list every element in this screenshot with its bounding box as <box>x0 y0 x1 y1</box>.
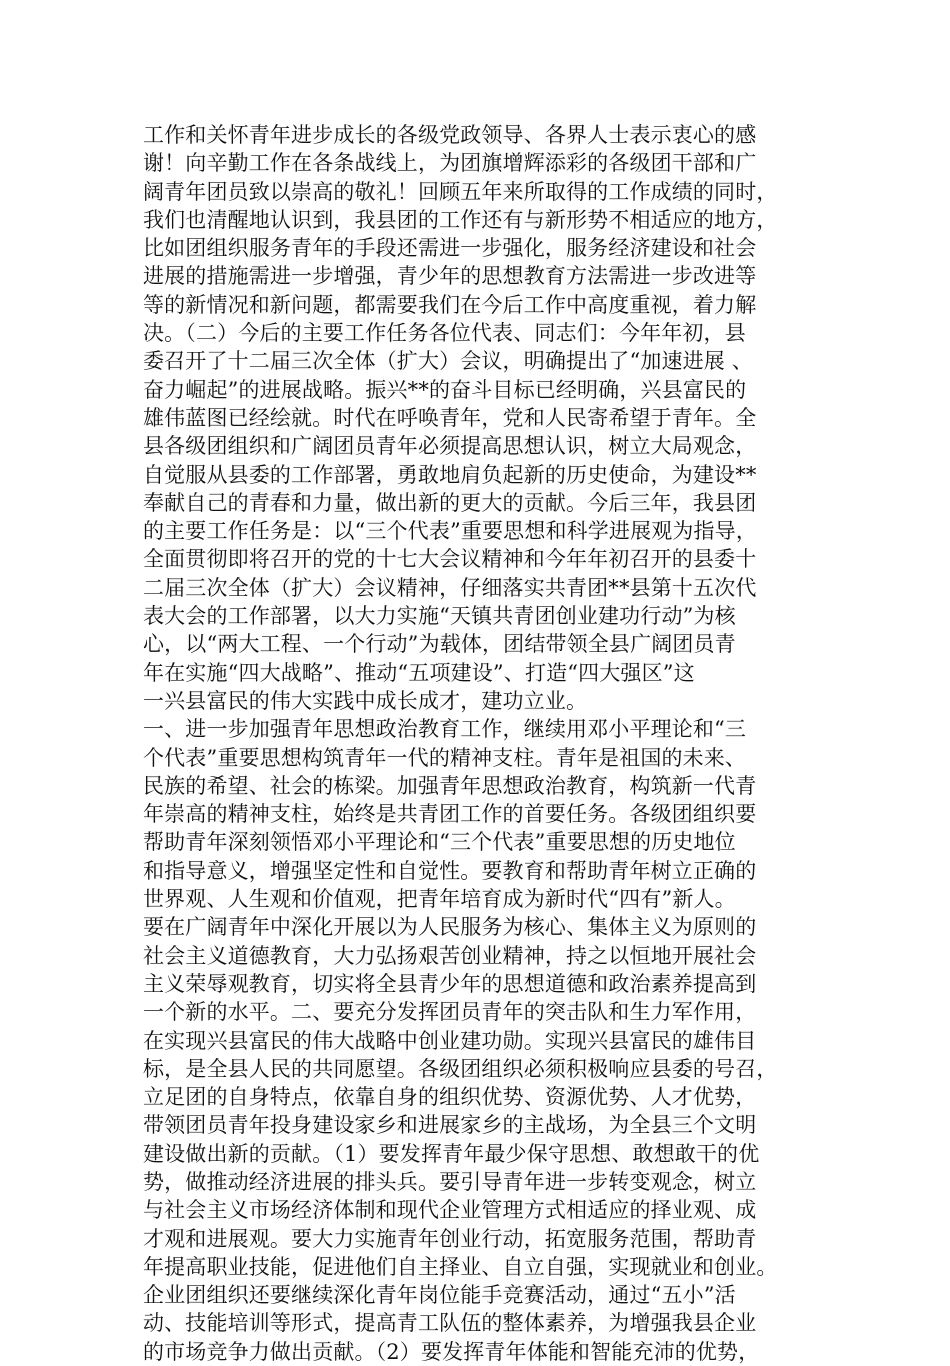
text-line: 二届三次全体（扩大）会议精神，仔细落实共青团**县第十五次代 <box>143 575 757 600</box>
text-line: 全面贯彻即将召开的党的十七大会议精神和今年年初召开的县委十 <box>143 547 757 572</box>
text-line: 阔青年团员致以崇高的敬礼！回顾五年来所取得的工作成绩的同时， <box>143 179 778 204</box>
text-line: 等的新情况和新问题，都需要我们在今后工作中高度重视，着力解 <box>143 292 757 317</box>
text-line: 和指导意义，增强坚定性和自觉性。要教育和帮助青年树立正确的 <box>143 858 757 883</box>
text-line: 要在广阔青年中深化开展以为人民服务为核心、集体主义为原则的 <box>143 915 757 940</box>
text-line: 一个新的水平。二、要充分发挥团员青年的突击队和生力军作用， <box>143 1000 757 1025</box>
text-line: 才观和进展观。要大力实施青年创业行动，拓宽服务范围，帮助青 <box>143 1226 757 1251</box>
text-line: 进展的措施需进一步增强，青少年的思想教育方法需进一步改进等 <box>143 264 757 289</box>
text-line: 主义荣辱观教育，切实将全县青少年的思想道德和政治素养提高到 <box>143 971 757 996</box>
text-line: 一兴县富民的伟大实践中成长成才，建功立业。 <box>143 688 588 713</box>
text-line: 的主要工作任务是：以“三个代表”重要思想和科学进展观为指导， <box>143 519 757 544</box>
text-line: 自觉服从县委的工作部署，勇敢地肩负起新的历史使命，为建设** <box>143 462 757 487</box>
text-line: 表大会的工作部署，以大力实施“天镇共青团创业建功行动”为核 <box>143 604 736 629</box>
text-line: 工作和关怀青年进步成长的各级党政领导、各界人士表示衷心的感 <box>143 123 757 147</box>
body-text <box>143 121 813 1366</box>
text-line: 奋力崛起”的进展战略。振兴**的奋斗目标已经明确，兴县富民的 <box>143 377 747 402</box>
text-line: 动、技能培训等形式，提高青工队伍的整体素养，为增强我县企业 <box>143 1311 757 1336</box>
text-line: 个代表”重要思想构筑青年一代的精神支柱。青年是祖国的未来、 <box>143 745 747 770</box>
text-line: 决。（二）今后的主要工作任务各位代表、同志们：今年年初，县 <box>143 321 746 346</box>
text-line: 带领团员青年投身建设家乡和进展家乡的主战场，为全县三个文明 <box>143 1113 757 1138</box>
text-line: 社会主义道德教育，大力弘扬艰苦创业精神，持之以恒地开展社会 <box>143 943 757 968</box>
text-line: 年崇高的精神支柱，始终是共青团工作的首要任务。各级团组织要 <box>143 802 757 827</box>
text-line: 奉献自己的青春和力量，做出新的更大的贡献。今后三年，我县团 <box>143 490 757 515</box>
text-line: 势，做推动经济进展的排头兵。要引导青年进一步转变观念，树立 <box>143 1169 757 1194</box>
text-line: 县各级团组织和广阔团员青年必须提高思想认识，树立大局观念， <box>143 434 757 459</box>
text-line: 标，是全县人民的共同愿望。各级团组织必须积极响应县委的号召， <box>143 1056 778 1081</box>
text-line: 民族的希望、社会的栋梁。加强青年思想政治教育，构筑新一代青 <box>143 773 757 798</box>
text-line: 我们也清醒地认识到，我县团的工作还有与新形势不相适应的地方， <box>143 207 778 232</box>
text-line: 委召开了十二届三次全体（扩大）会议，明确提出了“加速进展 、 <box>143 349 753 374</box>
text-line: 年提高职业技能，促进他们自主择业、自立自强，实现就业和创业。 <box>143 1254 778 1279</box>
text-line: 的市场竞争力做出贡献。（2）要发挥青年体能和智能充沛的优势， <box>143 1339 760 1364</box>
text-line: 谢！向辛勤工作在各条战线上，为团旗增辉添彩的各级团干部和广 <box>143 151 757 176</box>
text-line: 企业团组织还要继续深化青年岗位能手竞赛活动，通过“五小”活 <box>143 1283 736 1308</box>
text-line: 与社会主义市场经济体制和现代企业管理方式相适应的择业观、成 <box>143 1198 757 1223</box>
text-line: 年在实施“四大战略”、推动“五项建设”、打造“四大强区”这 <box>143 660 695 685</box>
text-line: 心，以“两大工程、一个行动”为载体，团结带领全县广阔团员青 <box>143 632 736 657</box>
text-line: 在实现兴县富民的伟大战略中创业建功勋。实现兴县富民的雄伟目 <box>143 1028 757 1053</box>
text-line: 帮助青年深刻领悟邓小平理论和“三个代表”重要思想的历史地位 <box>143 830 736 855</box>
text-line: 一、进一步加强青年思想政治教育工作，继续用邓小平理论和“三 <box>143 717 747 742</box>
text-line: 雄伟蓝图已经绘就。时代在呼唤青年，党和人民寄希望于青年。全 <box>143 405 757 430</box>
text-line: 建设做出新的贡献。（1）要发挥青年最少保守思想、敢想敢干的优 <box>143 1141 760 1166</box>
text-line: 比如团组织服务青年的手段还需进一步强化，服务经济建设和社会 <box>143 236 757 261</box>
text-line: 世界观、人生观和价值观，把青年培育成为新时代“四有”新人。 <box>143 887 736 912</box>
text-line: 立足团的自身特点，依靠自身的组织优势、资源优势、人才优势， <box>143 1085 757 1110</box>
